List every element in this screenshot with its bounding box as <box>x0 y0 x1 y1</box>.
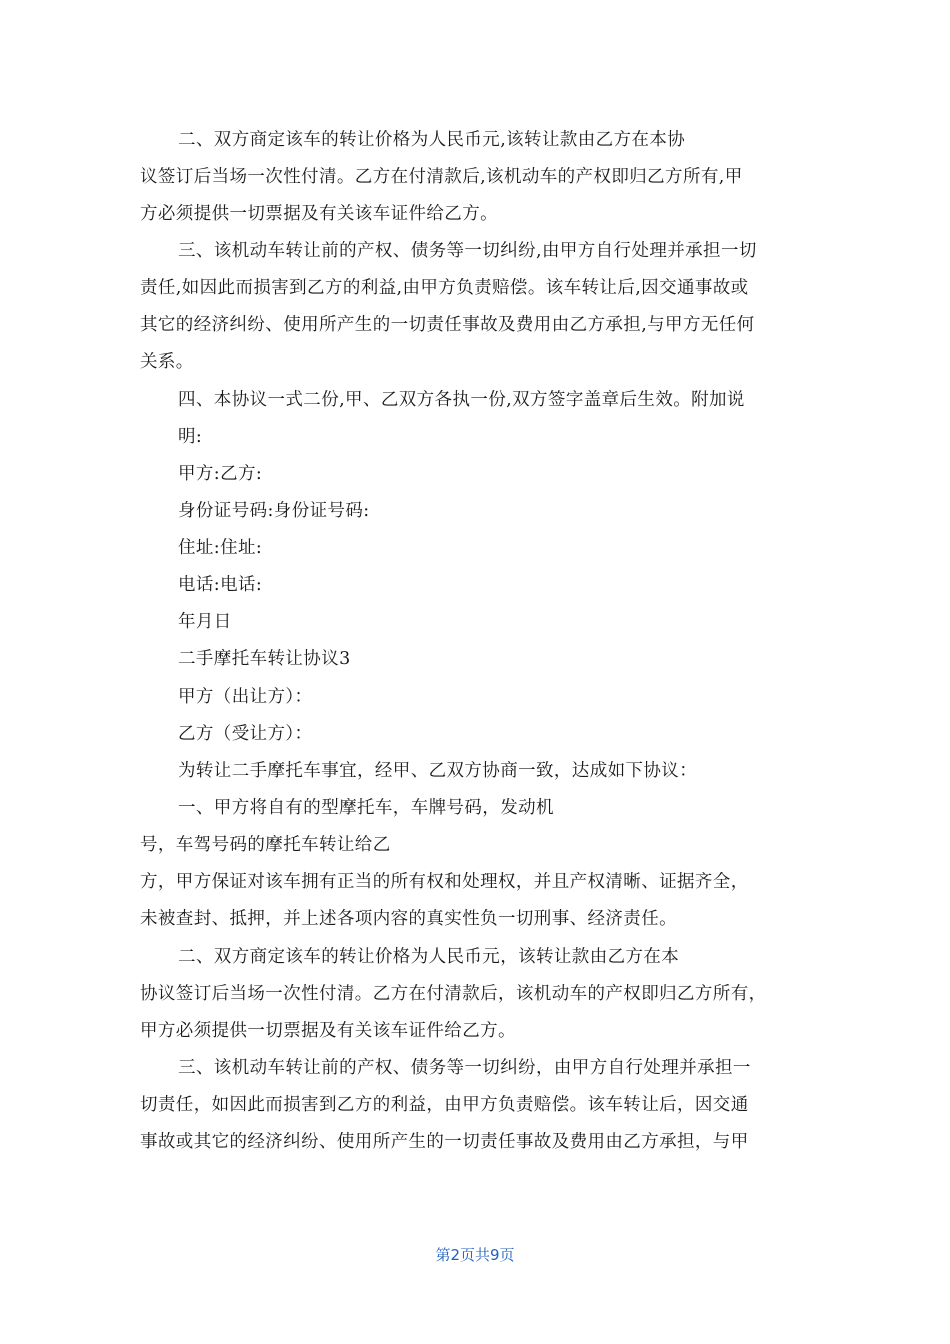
text-line: 号，车驾号码的摩托车转让给乙 <box>140 835 391 855</box>
text-line: 一、甲方将自有的型摩托车，车牌号码，发动机 <box>178 798 554 818</box>
text-line: 责任,如因此而损害到乙方的利益,由甲方负责赔偿。该车转让后,因交通事故或 <box>140 278 749 298</box>
text-line: 为转让二手摩托车事宜，经甲、乙双方协商一致，达成如下协议： <box>178 761 698 781</box>
text-line: 甲方:乙方: <box>178 464 263 484</box>
text-line: 关系。 <box>140 352 194 372</box>
page-number: 第2页共9页 <box>435 1246 515 1264</box>
text-line: 年月日 <box>178 612 232 632</box>
text-line: 三、该机动车转让前的产权、债务等一切纠纷,由甲方自行处理并承担一切 <box>178 241 757 261</box>
text-line: 方，甲方保证对该车拥有正当的所有权和处理权，并且产权清晰、证据齐全， <box>140 872 749 892</box>
text-line: 二、双方商定该车的转让价格为人民币元,该转让款由乙方在本协 <box>178 130 686 150</box>
text-line: 明: <box>178 427 203 447</box>
text-line: 身份证号码:身份证号码: <box>178 501 370 521</box>
text-line: 电话:电话: <box>178 575 263 595</box>
text-line: 住址:住址: <box>178 538 263 558</box>
text-line: 未被查封、抵押，并上述各项内容的真实性负一切刑事、经济责任。 <box>140 909 677 929</box>
text-line: 其它的经济纠纷、使用所产生的一切责任事故及费用由乙方承担,与甲方无任何 <box>140 315 755 335</box>
text-line: 四、本协议一式二份,甲、乙双方各执一份,双方签字盖章后生效。附加说 <box>178 390 745 410</box>
text-line: 协议签订后当场一次性付清。乙方在付清款后，该机动车的产权即归乙方所有， <box>140 984 767 1004</box>
text-line: 二、双方商定该车的转让价格为人民币元，该转让款由乙方在本 <box>178 947 680 967</box>
text-line: 甲方必须提供一切票据及有关该车证件给乙方。 <box>140 1021 516 1041</box>
text-line: 方必须提供一切票据及有关该车证件给乙方。 <box>140 204 498 224</box>
text-line: 乙方（受让方）： <box>178 724 313 744</box>
text-line: 切责任，如因此而损害到乙方的利益，由甲方负责赔偿。该车转让后，因交通 <box>140 1095 749 1115</box>
text-line: 三、该机动车转让前的产权、债务等一切纠纷，由甲方自行处理并承担一 <box>178 1058 751 1078</box>
section-title: 二手摩托车转让协议3 <box>178 649 351 669</box>
text-line: 事故或其它的经济纠纷、使用所产生的一切责任事故及费用由乙方承担，与甲 <box>140 1132 749 1152</box>
text-line: 甲方（出让方）： <box>178 687 313 707</box>
text-line: 议签订后当场一次性付清。乙方在付清款后,该机动车的产权即归乙方所有,甲 <box>140 167 743 187</box>
